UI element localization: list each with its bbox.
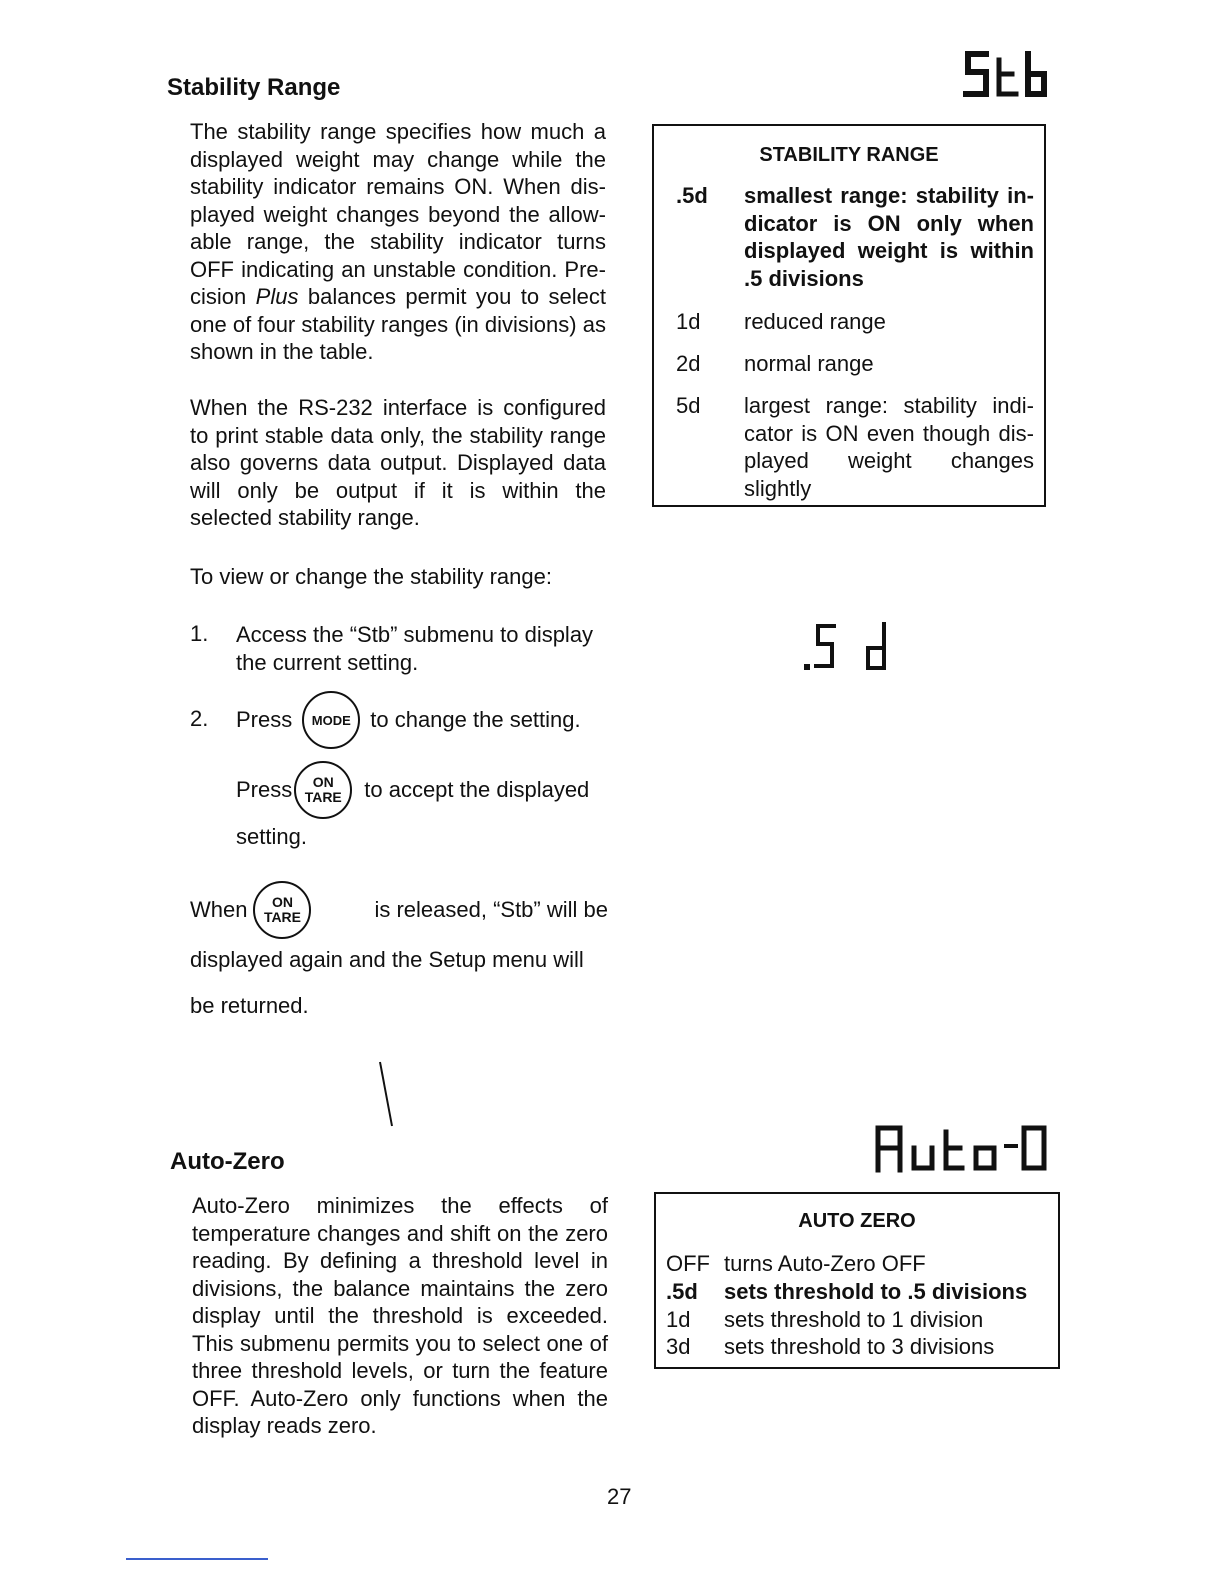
mode-key-icon: MODE: [302, 691, 360, 749]
step2-number: 2.: [190, 706, 209, 731]
autozero-row-0-value: turns Auto-Zero OFF: [724, 1251, 926, 1276]
step2-press-label: Press: [236, 707, 293, 732]
stability-table: [652, 124, 1046, 507]
stability-para1: [190, 118, 606, 366]
on-tare-key-icon-2: [253, 881, 311, 939]
autozero-row-1-value: sets threshold to .5 divisions: [724, 1279, 1028, 1304]
footer-rule: [126, 1558, 268, 1560]
step1-number: 1.: [190, 621, 209, 646]
step2-after-text: to change the setting.: [370, 707, 581, 732]
on-key-top: ON: [312, 774, 334, 790]
stability-para3: To view or change the stability range:: [190, 564, 552, 589]
on-key-bottom-2: TARE: [263, 909, 302, 925]
autozero-para: Auto-Zero minimizes the effects of temperature changes and shift on the zero reading. By defining a threshold level in divisions, the balance maintains the zero display until the threshold is exceeded. This submenu permits you to select one of three threshold levels, or turn the feature OFF. Auto-Zero only functions when the display reads zero.: [192, 1193, 608, 1438]
autozero-table-title: AUTO ZERO: [798, 1210, 916, 1232]
autozero-row-0-key: OFF: [666, 1251, 710, 1276]
stability-row-1-value: reduced range: [744, 309, 886, 334]
on-key-top-2: ON: [271, 894, 293, 910]
when-after-text: is released, “Stb” will be: [374, 897, 608, 922]
autozero-row-2-value: sets threshold to 1 division: [724, 1307, 984, 1332]
autozero-row-1-key: .5d: [666, 1279, 698, 1304]
stability-para1-italic: Plus: [255, 284, 299, 309]
step1-text: Access the “Stb” submenu to display the current setting.: [236, 622, 594, 675]
lcd-5d-display: [800, 620, 900, 676]
stability-row-3-key: 5d: [676, 393, 701, 418]
on-tare-key-icon: [294, 761, 352, 819]
lcd-stb-glyphs: [962, 50, 1048, 100]
lcd-5d-glyphs: [800, 620, 900, 676]
when-group: [190, 881, 311, 939]
stability-heading: Stability Range: [167, 74, 341, 101]
stability-row-0-value: smallest range: stability in- dicator is ON only when displayed weight is within .5 divisions: [744, 183, 1034, 291]
stability-row-0-key: .5d: [676, 183, 708, 208]
step2b-line: [236, 761, 589, 819]
page-number: 27: [607, 1484, 632, 1509]
autozero-row-3-value: sets threshold to 3 divisions: [724, 1334, 995, 1359]
step2-line: [236, 691, 581, 749]
when-line: [190, 881, 608, 939]
step2b-after-text: to accept the displayed: [364, 777, 590, 802]
stability-para1-a: The stability range specifies how much a displayed weight may change while the stability indicator remains ON. When dis- played weight changes beyond the allow- able range, the stability indicator turns OFF indicating an unstable condition. Pre- cision: [190, 119, 606, 309]
autozero-heading: Auto-Zero: [170, 1148, 285, 1175]
step2b-press-label: Press: [236, 777, 293, 802]
autozero-table: [654, 1192, 1060, 1369]
lcd-auto0-glyphs: [874, 1122, 1050, 1176]
step2b-tail: setting.: [236, 824, 307, 849]
autozero-row-2-key: 1d: [666, 1307, 691, 1332]
stability-row-1-key: 1d: [676, 309, 701, 334]
lcd-auto0-display: [874, 1122, 1050, 1176]
when-line2: displayed again and the Setup menu will: [190, 947, 584, 972]
stability-row-2-value: normal range: [744, 351, 874, 376]
on-key-bottom: TARE: [304, 789, 342, 805]
stray-mark: [376, 1060, 396, 1130]
stability-para2: When the RS-232 interface is configured to print stable data only, the stability range also governs data output. Displayed data will only be output if it is within the selected stability range.: [190, 395, 606, 530]
stability-table-title: STABILITY RANGE: [759, 144, 939, 166]
stability-para1-b: balances permit you to select one of four stability ranges (in divisions) as shown in the table.: [190, 284, 606, 364]
stability-row-3-value: largest range: stability indi- cator is ON even though dis- played weight changes slightly: [744, 393, 1034, 501]
when-line3: be returned.: [190, 993, 309, 1018]
autozero-row-3-key: 3d: [666, 1334, 691, 1359]
stability-row-2-key: 2d: [676, 351, 701, 376]
lcd-decimal-point: [804, 664, 810, 670]
when-label: When: [190, 897, 248, 922]
lcd-stb-display: [962, 50, 1048, 100]
